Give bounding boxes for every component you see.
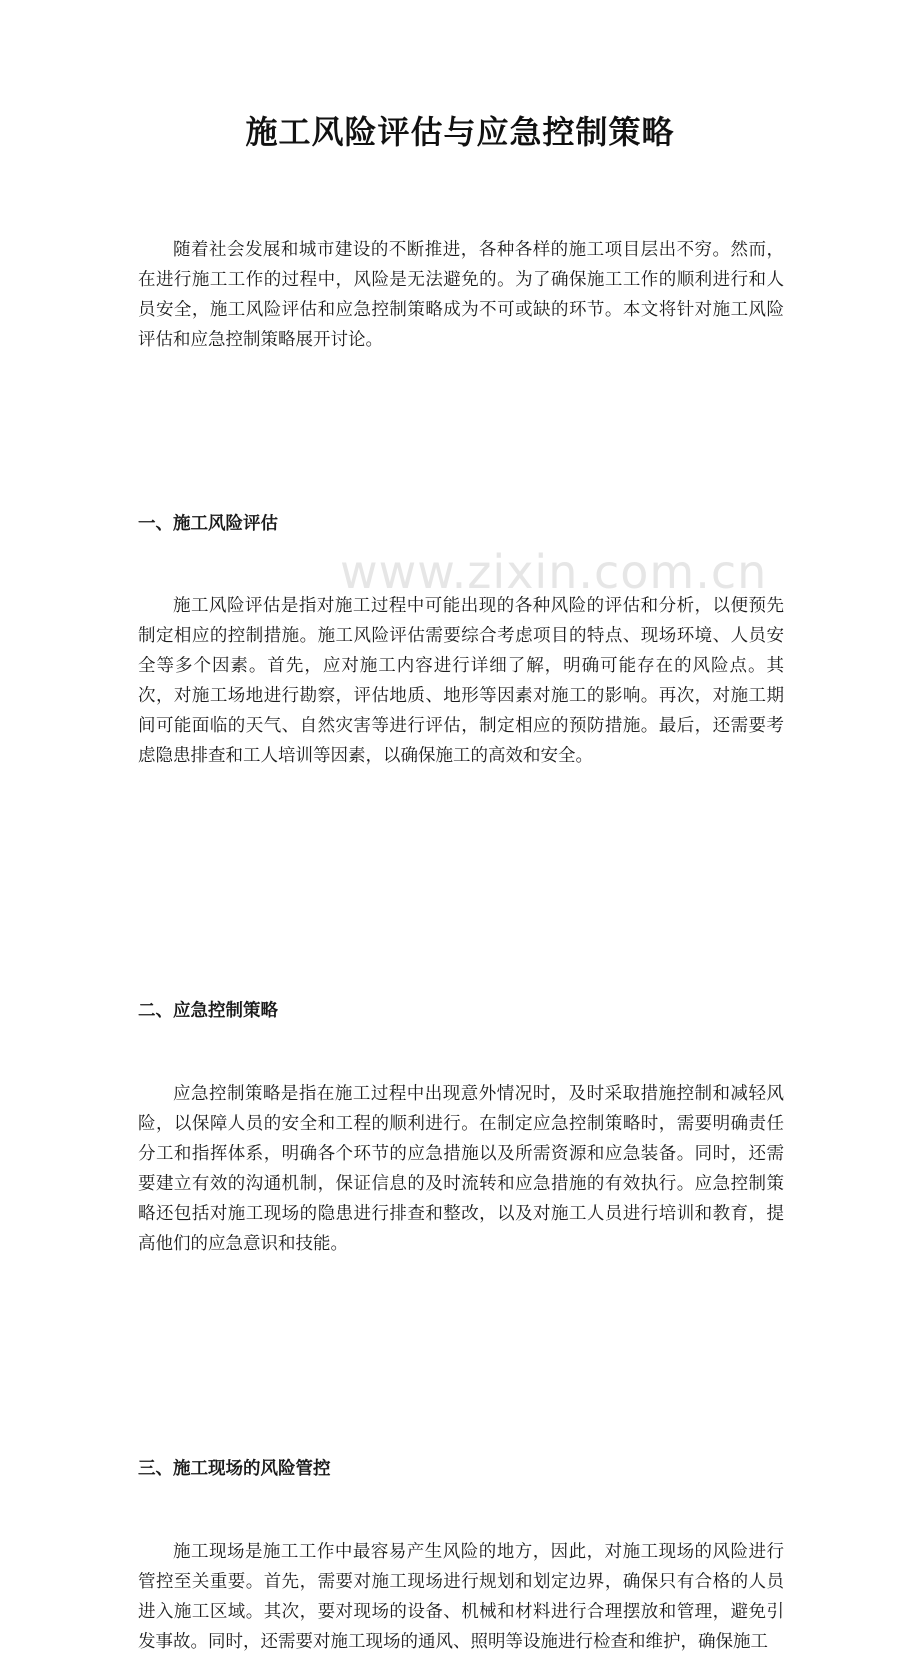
section-1 xyxy=(138,510,784,538)
watermark-text: www.zixin.com.cn xyxy=(340,545,768,599)
section-heading: 一、施工风险评估 xyxy=(138,514,278,534)
section-heading: 三、施工现场的风险管控 xyxy=(138,1459,331,1479)
section-1-body xyxy=(138,591,784,771)
section-paragraph: 施工风险评估是指对施工过程中可能出现的各种风险的评估和分析，以便预先制定相应的控制措施。施工风险评估需要综合考虑项目的特点、现场环境、人员安全等多个因素。首先，应对施工内容进行详细了解，明确可能存在的风险点。其次，对施工场地进行勘察，评估地质、地形等因素对施工的影响。再次，对施工期间可能面临的天气、自然灾害等进行评估，制定相应的预防措施。最后，还需要考虑隐患排查和工人培训等因素，以确保施工的高效和安全。 xyxy=(138,596,784,766)
section-3-body xyxy=(138,1537,784,1657)
intro-paragraph: 随着社会发展和城市建设的不断推进，各种各样的施工项目层出不穷。然而，在进行施工工作的过程中，风险是无法避免的。为了确保施工工作的顺利进行和人员安全，施工风险评估和应急控制策略成为不可或缺的环节。本文将针对施工风险评估和应急控制策略展开讨论。 xyxy=(138,240,784,350)
section-2 xyxy=(138,997,784,1025)
section-heading: 二、应急控制策略 xyxy=(138,1001,278,1021)
intro-block xyxy=(138,235,784,355)
section-paragraph: 施工现场是施工工作中最容易产生风险的地方，因此，对施工现场的风险进行管控至关重要。首先，需要对施工现场进行规划和划定边界，确保只有合格的人员进入施工区域。其次，要对现场的设备、机械和材料进行合理摆放和管理，避免引发事故。同时，还需要对施工现场的通风、照明等设施进行检查和维护，确保施工 xyxy=(138,1542,784,1652)
section-2-body xyxy=(138,1079,784,1259)
section-3 xyxy=(138,1455,784,1483)
section-paragraph: 应急控制策略是指在施工过程中出现意外情况时，及时采取措施控制和减轻风险，以保障人员的安全和工程的顺利进行。在制定应急控制策略时，需要明确责任分工和指挥体系，明确各个环节的应急措施以及所需资源和应急装备。同时，还需要建立有效的沟通机制，保证信息的及时流转和应急措施的有效执行。应急控制策略还包括对施工现场的隐患进行排查和整改，以及对施工人员进行培训和教育，提高他们的应急意识和技能。 xyxy=(138,1084,784,1254)
document-title: 施工风险评估与应急控制策略 xyxy=(245,113,675,151)
